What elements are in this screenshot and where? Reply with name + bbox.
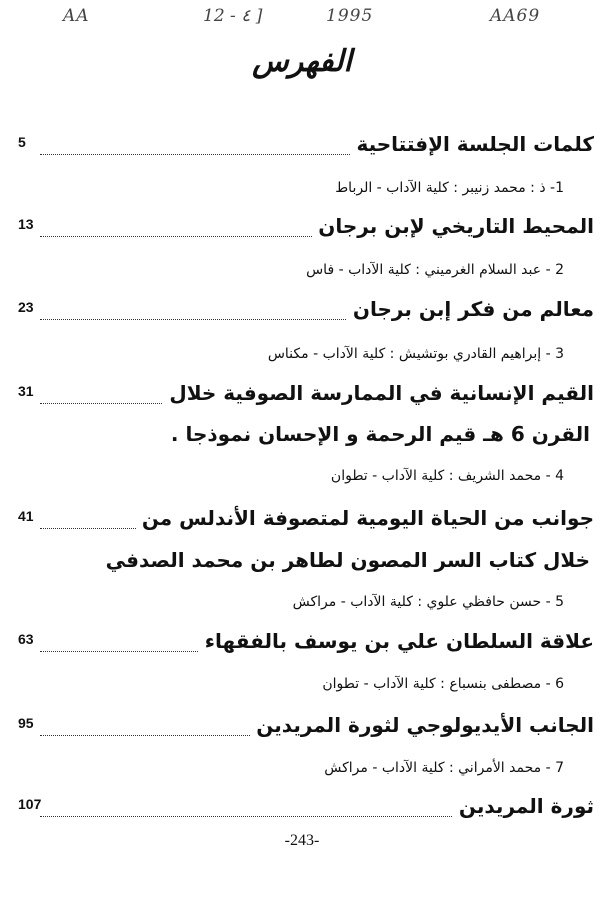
entry-page: 41 [18, 508, 34, 524]
entry-title: ثورة المريدين [453, 794, 594, 818]
entry-title: معالم من فكر إبن برجان [347, 297, 594, 321]
entry-page: 107 [18, 796, 42, 812]
entry-author: 6 - مصطفى بنسباع : كلية الآداب - تطوان [322, 676, 564, 692]
toc-entry [18, 214, 594, 248]
entry-title: المحيط التاريخي لإبن برجان [312, 214, 594, 238]
entry-title: القيم الإنسانية في الممارسة الصوفية خلال [163, 381, 594, 405]
entry-page: 63 [18, 631, 34, 647]
entry-title: علاقة السلطان علي بن يوسف بالفقهاء [199, 629, 594, 653]
entry-author: 3 - إبراهيم القادري بوتشيش : كلية الآداب - مكناس [267, 346, 564, 362]
page-title: الفهرس [252, 44, 352, 79]
toc-entry [18, 506, 594, 540]
toc-entry [18, 297, 594, 331]
entry-author: 7 - محمد الأمراني : كلية الآداب - مراكش [324, 760, 564, 776]
entry-title: الجانب الأيديولوجي لثورة المريدين [250, 713, 594, 737]
page-number: -243- [284, 832, 320, 849]
toc-entry [18, 381, 594, 415]
handwritten-note-3: 1995 [326, 6, 374, 26]
entry-author: 4 - محمد الشريف : كلية الآداب - تطوان [330, 468, 564, 484]
entry-page: 95 [18, 715, 34, 731]
toc-entry [18, 713, 594, 747]
entry-page: 5 [18, 134, 26, 150]
entry-title: كلمات الجلسة الإفتتاحية [350, 132, 594, 156]
entry-page: 13 [18, 216, 34, 232]
entry-page: 23 [18, 299, 34, 315]
entry-title: جوانب من الحياة اليومية لمتصوفة الأندلس من [136, 506, 594, 530]
handwritten-note-1: AA [63, 6, 90, 26]
entry-page: 31 [18, 383, 34, 399]
handwritten-note-4: AA69 [490, 6, 541, 26]
toc-entry [18, 132, 594, 166]
entry-title-continuation: القرن 6 هـ قيم الرحمة و الإحسان نموذجا . [170, 422, 590, 446]
entry-author: 5 - حسن حافظي علوي : كلية الآداب - مراكش [292, 594, 564, 610]
entry-title-continuation: خلال كتاب السر المصون لطاهر بن محمد الصدفي [105, 548, 590, 572]
entry-author: 1- ذ : محمد زنيبر : كلية الآداب - الرباط [335, 180, 564, 196]
entry-author: 2 - عبد السلام الغرميني : كلية الآداب - فاس [306, 262, 564, 278]
toc-entry [18, 794, 594, 828]
handwritten-note-2: 12 - ٤ ] [203, 6, 263, 26]
toc-entry [18, 629, 594, 663]
